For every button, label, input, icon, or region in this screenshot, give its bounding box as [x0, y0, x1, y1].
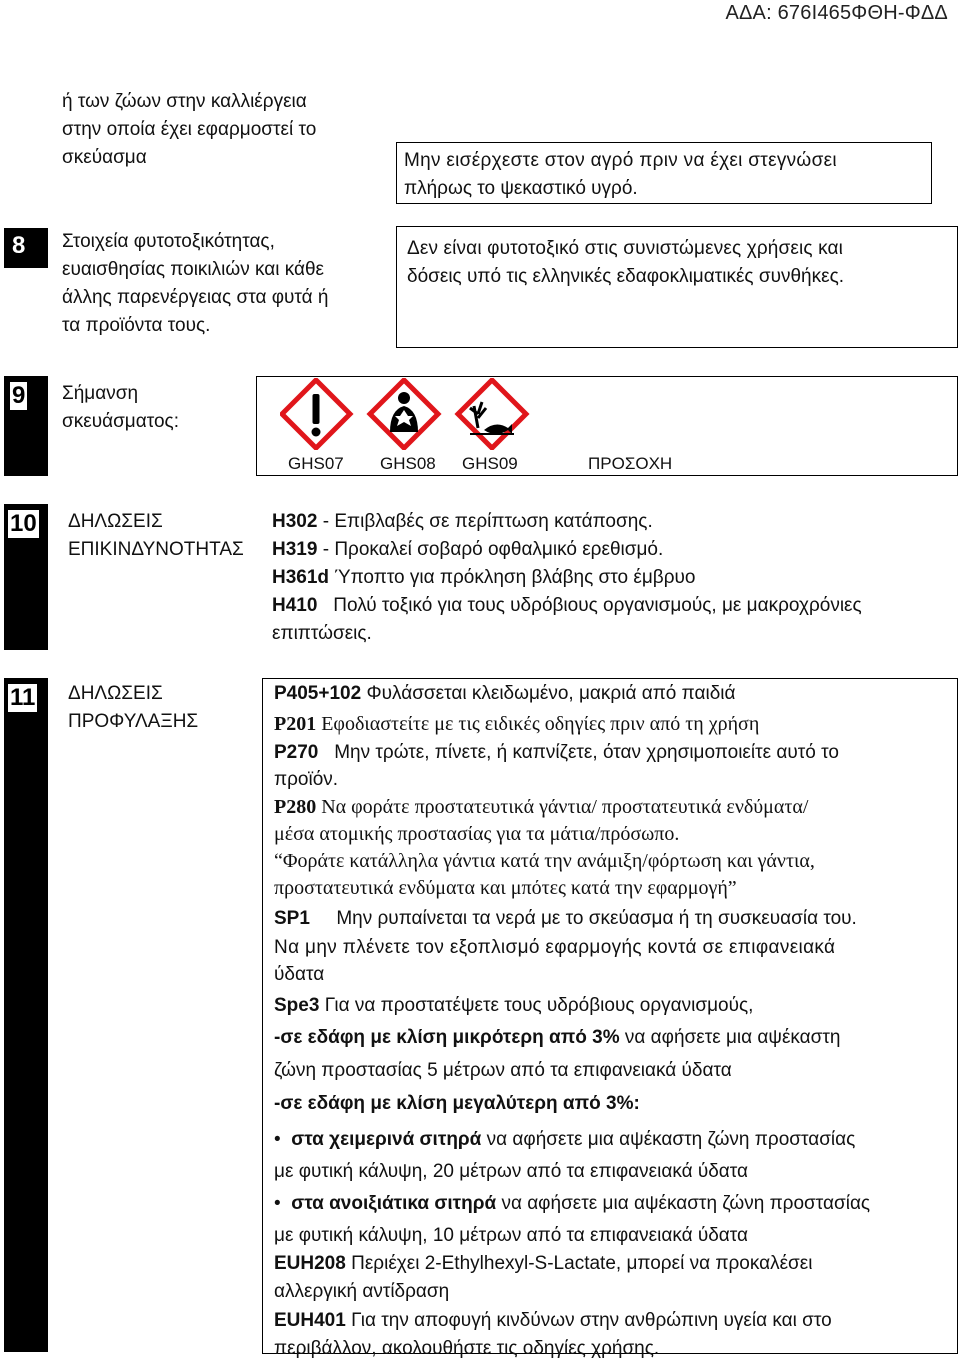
- spring-line: • στα ανοιξιάτικα σιτηρά να αφήσετε μια αψέκαστη ζώνη προστασίας: [274, 1193, 871, 1214]
- row9-label: Σήμανση σκευάσματος:: [62, 383, 179, 432]
- hazard-statements: H302 - Επιβλαβές σε περίπτωση κατάποσης. H319 - Προκαλεί σοβαρό οφθαλμικό ερεθισμό. H361d Ύποπτο για πρόκληση βλάβης στο έμβρυο H410 Πολύ τοξικό για τους υδρόβιους οργανισμούς, με μακροχρόνιες επιπτώσεις.: [272, 508, 952, 648]
- row9-number: 9: [12, 382, 26, 409]
- signal-word: ΠΡΟΣΟΧΗ: [588, 454, 673, 473]
- row11-number: 11: [10, 684, 36, 711]
- precautionary-statements: P405+102 Φυλάσσεται κλειδωμένο, μακριά από παιδιά P201 Εφοδιαστείτε με τις ειδικές οδηγίες πριν από τη χρήση P270 Μην τρώτε, πίνετε, ή καπνίζετε, όταν χρησιμοποιείτε αυτό το προϊόν. P280 Να φοράτε προστατευτικά γάντια/ προστατευτικά ενδύματα/ μέσα ατομικής προστασίας για τα μάτια/πρόσωπο. “Φοράτε κατάλληλα γάντια κατά την ανάμιξη/φόρτωση και γάντια, προστατευτικά ενδύματα και μπότες κατά την εφαρμογή” SP1 Μην ρυπαίνεται τα νερά με το σκεύασμα ή τη συσκευασία του. Να μην πλένετε τον εξοπλισμό εφαρμογής κοντά σε επιφανειακά ύδατα Spe3 Για να προστατέψετε τους υδρόβιους οργανισμούς, -σε εδάφη με κλίση μικρότερη από 3% να αφήσετε μια αψέκαστη ζώνη προστασίας 5 μέτρων από τα επιφανειακά ύδατα -σε εδάφη με κλίση μεγαλύτερη από 3%: • στα χειμερινά σιτηρά να αφήσετε μια αψέκαστη ζώνη προστασίας με φυτική κάλυψη, 20 μέτρων από τα επιφανειακά ύδατα • στα ανοιξιάτικα σιτηρά να αφήσετε μια αψέκαστη ζώνη προστασίας με φυτική κάλυψη, 10 μέτρων από τα επιφανειακά ύδατα EUH208 Περιέχει 2-Ethylhexyl-S-Lactate, μπορεί να προκαλέσει αλλεργική αντίδραση EUH401 Για την αποφυγή κινδύνων στην ανθρώπινη υγεία και στο περιβάλλον, ακολουθήστε τις οδηγίες χρήσης.: [274, 680, 950, 1363]
- ghs09-label: GHS09: [462, 454, 518, 473]
- winter-line: • στα χειμερινά σιτηρά να αφήσετε μια αψέκαστη ζώνη προστασίας: [274, 1129, 856, 1150]
- row11-number-bar: [4, 678, 48, 1352]
- hazard-h361d: H361d Ύποπτο για πρόκληση βλάβης στο έμβρυο: [272, 567, 696, 588]
- p280-line: P280 Να φοράτε προστατευτικά γάντια/ προστατευτικά ενδύματα/: [274, 796, 809, 818]
- euh401-line: EUH401 Για την αποφυγή κινδύνων στην ανθρώπινη υγεία και στο: [274, 1310, 832, 1331]
- row11-label: ΔΗΛΩΣΕΙΣ ΠΡΟΦΥΛΑΞΗΣ: [68, 683, 199, 732]
- p270-line: P270 Μην τρώτε, πίνετε, ή καπνίζετε, όταν χρησιμοποιείτε αυτό το: [274, 742, 839, 763]
- slope-high-line: -σε εδάφη με κλίση μεγαλύτερη από 3%:: [274, 1093, 640, 1114]
- row10-label: ΔΗΛΩΣΕΙΣ ΕΠΙΚΙΝΔΥΝΟΤΗΤΑΣ: [68, 511, 244, 560]
- ghs07-label: GHS07: [288, 454, 344, 473]
- hazard-h302: H302 - Επιβλαβές σε περίπτωση κατάποσης.: [272, 511, 653, 532]
- sp1-line: SP1 Μην ρυπαίνεται τα νερά με το σκεύασμα ή τη συσκευασία του.: [274, 908, 857, 929]
- spe3-line: Spe3 Για να προστατέψετε τους υδρόβιους οργανισμούς,: [274, 995, 754, 1016]
- p201-line: P201 Εφοδιαστείτε με τις ειδικές οδηγίες πριν από τη χρήση: [274, 713, 760, 735]
- ada-code: ΑΔΑ: 676Ι465ΦΘΗ-ΦΔΔ: [725, 2, 948, 24]
- euh208-line: EUH208 Περιέχει 2-Ethylhexyl-S-Lactate, μπορεί να προκαλέσει: [274, 1253, 813, 1274]
- hazard-h319: H319 - Προκαλεί σοβαρό οφθαλμικό ερεθισμό.: [272, 539, 664, 560]
- row8-label: Στοιχεία φυτοτοξικότητας, ευαισθησίας ποικιλιών και κάθε άλλης παρενέργειας στα φυτά ή τα προϊόντα τους.: [62, 231, 329, 336]
- row8-number: 8: [12, 232, 26, 259]
- exclamation-mark-icon: [282, 380, 350, 448]
- row8-value-box: [396, 226, 958, 348]
- p405-line: P405+102 Φυλάσσεται κλειδωμένο, μακριά από παιδιά: [274, 683, 736, 704]
- row7-label: ή των ζώων στην καλλιέργεια στην οποία έχει εφαρμοστεί το σκεύασμα: [62, 91, 317, 168]
- ghs-pictograms: [280, 378, 530, 450]
- row7-value-box: [396, 142, 932, 204]
- slope-low-line: -σε εδάφη με κλίση μικρότερη από 3% να αφήσετε μια αψέκαστη: [274, 1027, 841, 1048]
- environment-icon: [458, 380, 526, 448]
- health-hazard-icon: [370, 380, 438, 448]
- hazard-h410: H410 Πολύ τοξικό για τους υδρόβιους οργανισμούς, με μακροχρόνιες: [272, 595, 862, 616]
- row8-text: Δεν είναι φυτοτοξικό στις συνιστώμενες χρήσεις και δόσεις υπό τις ελληνικές εδαφοκλιματικές συνθήκες.: [407, 238, 845, 287]
- row10-number: 10: [10, 510, 37, 537]
- row7-text: Μην εισέρχεστε στον αγρό πριν να έχει στεγνώσει πλήρως το ψεκαστικό υγρό.: [404, 150, 837, 199]
- ghs08-label: GHS08: [380, 454, 436, 473]
